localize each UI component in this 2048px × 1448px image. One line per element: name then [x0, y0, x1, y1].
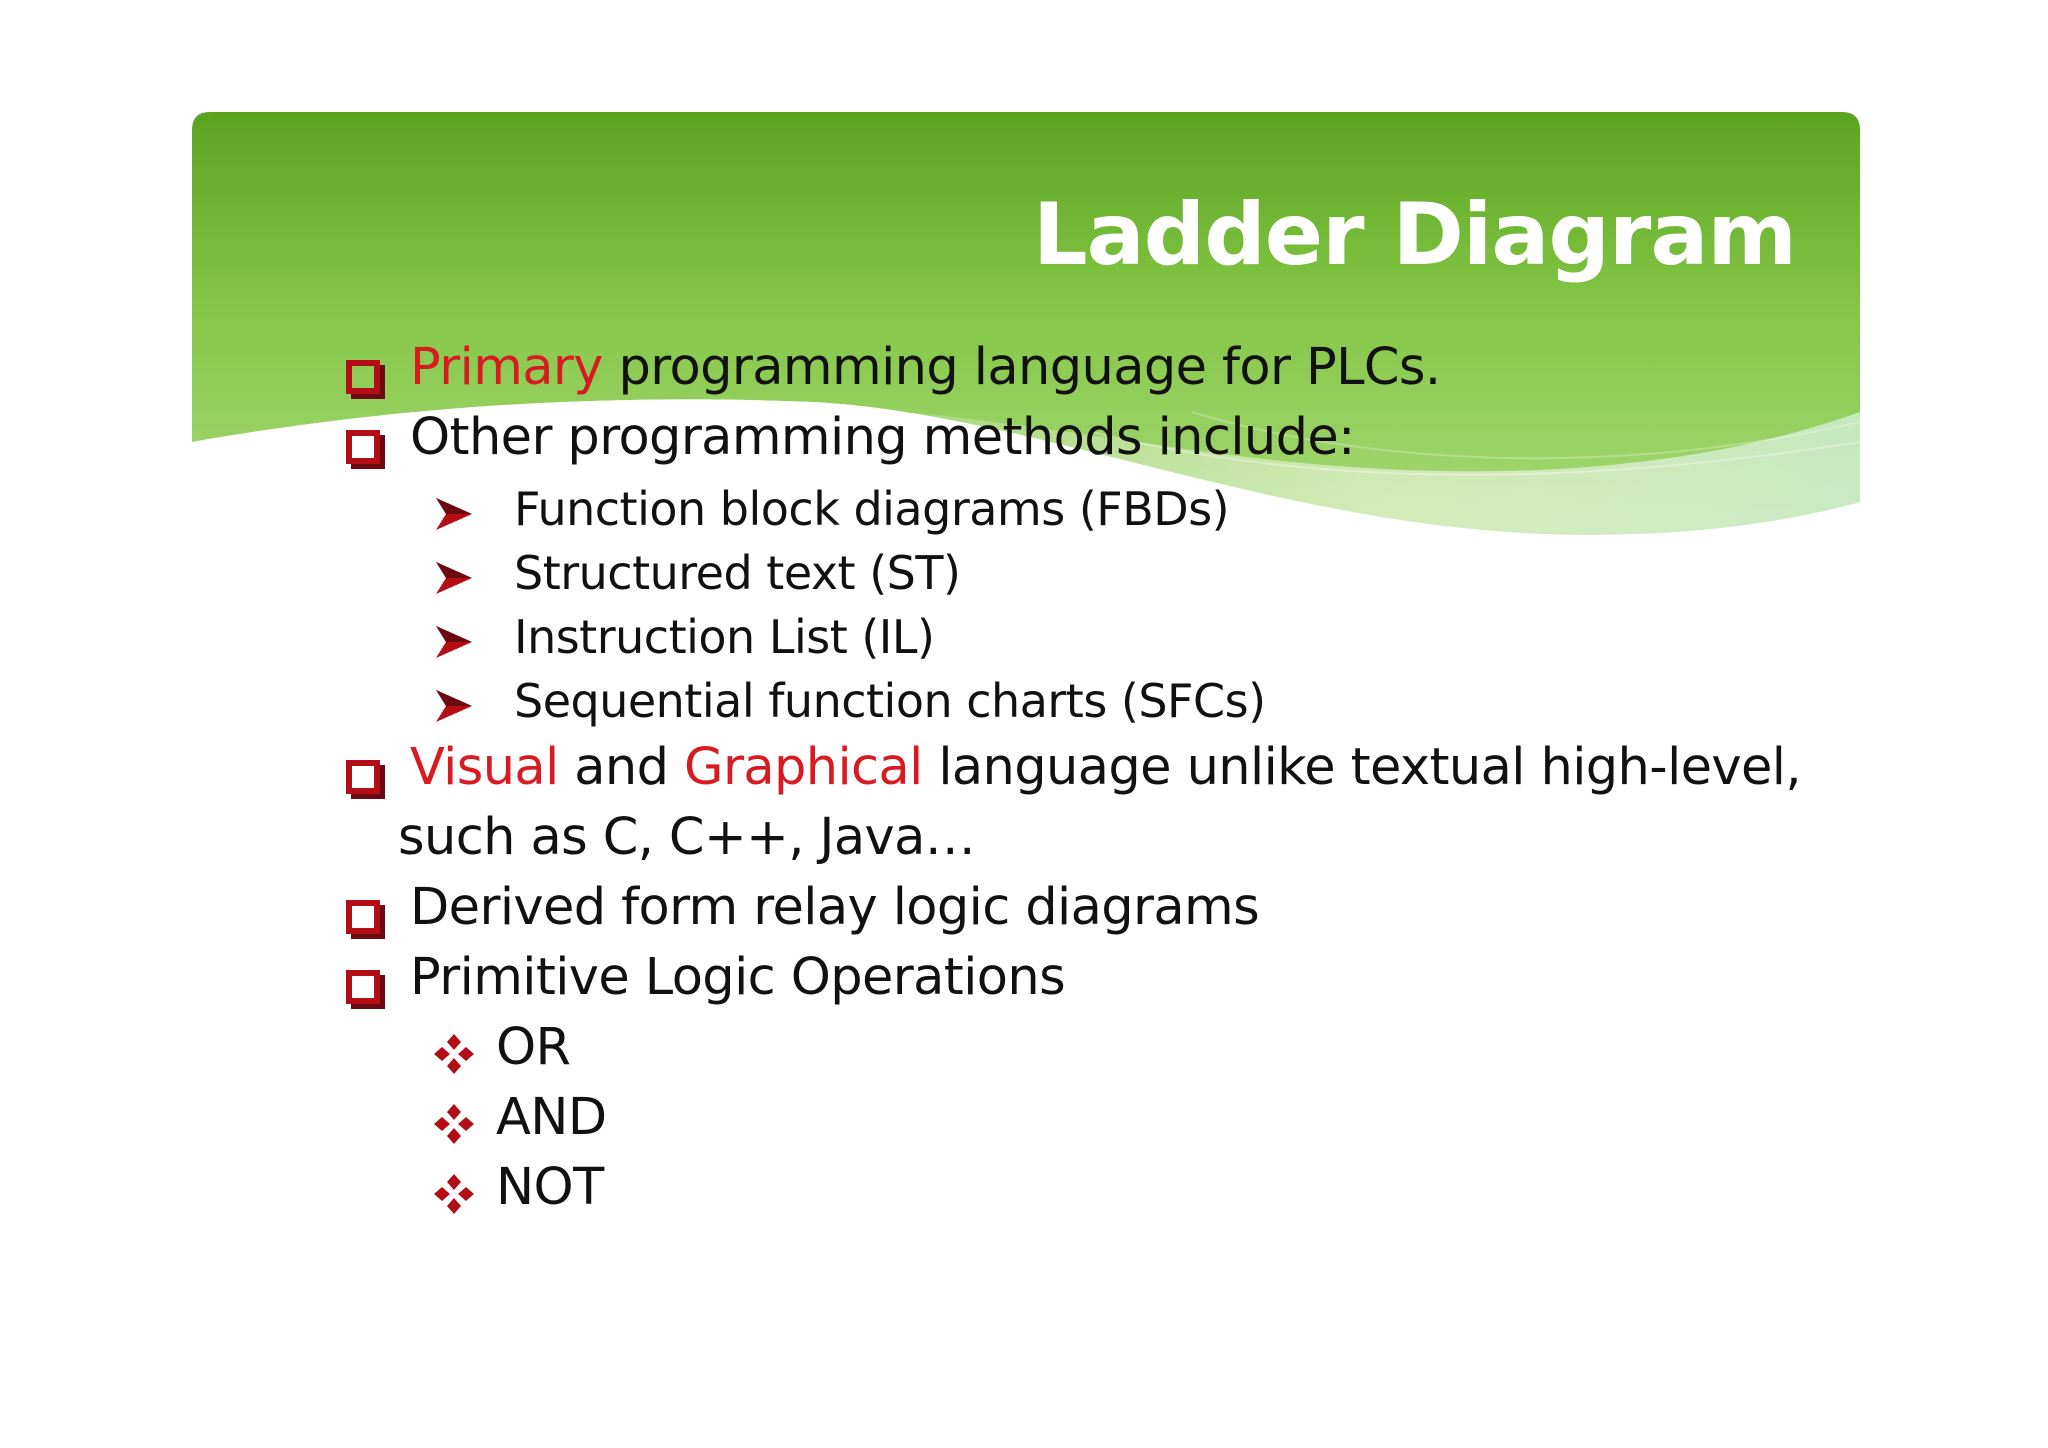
operation-text: NOT	[496, 1158, 604, 1217]
arrowhead-icon	[434, 558, 474, 598]
arrowhead-icon	[434, 686, 474, 726]
operation-text: OR	[496, 1018, 571, 1077]
highlight-text: Primary	[410, 338, 603, 397]
four-diamond-icon	[432, 1172, 476, 1216]
sub-item-text: Sequential function charts (SFCs)	[514, 674, 1266, 728]
arrowhead-icon	[434, 494, 474, 534]
four-diamond-icon	[432, 1032, 476, 1076]
bullet-text: and	[558, 738, 685, 797]
bullet-text: Other programming methods include:	[410, 408, 1355, 467]
sub-item-text: Instruction List (IL)	[514, 610, 935, 664]
square-bullet-icon	[346, 360, 380, 394]
square-bullet-icon	[346, 970, 380, 1004]
operation-text: AND	[496, 1088, 607, 1147]
bullet-continuation: such as C, C++, Java…	[398, 808, 976, 867]
arrowhead-icon	[434, 622, 474, 662]
highlight-text: Visual	[410, 738, 559, 797]
highlight-text: Graphical	[684, 738, 923, 797]
sub-item-text: Function block diagrams (FBDs)	[514, 482, 1230, 536]
square-bullet-icon	[346, 430, 380, 464]
slide-title: Ladder Diagram	[1032, 185, 1796, 285]
square-bullet-icon	[346, 760, 380, 794]
bullet-text: Primitive Logic Operations	[410, 948, 1066, 1007]
bullet-text: Derived form relay logic diagrams	[410, 878, 1260, 937]
bullet-text: language unlike textual high-level,	[922, 738, 1801, 797]
sub-item-text: Structured text (ST)	[514, 546, 961, 600]
square-bullet-icon	[346, 900, 380, 934]
bullet-text: programming language for PLCs.	[602, 338, 1441, 397]
four-diamond-icon	[432, 1102, 476, 1146]
